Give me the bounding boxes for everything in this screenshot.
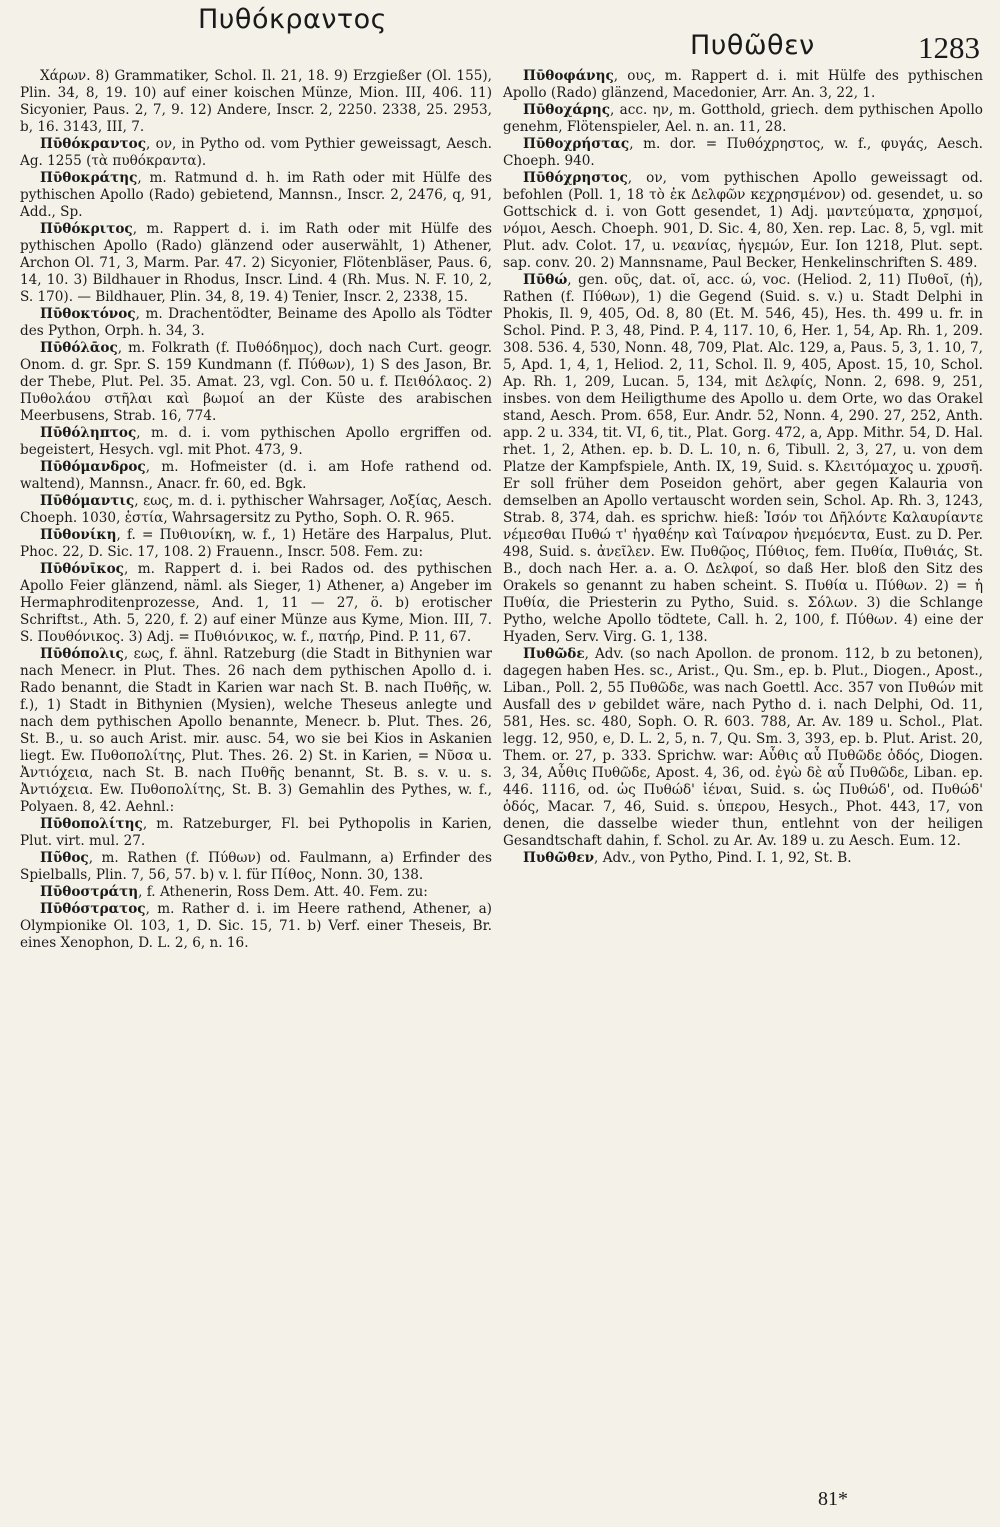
left-column <box>20 68 492 952</box>
right-column <box>503 68 983 867</box>
dictionary-entry: Πῡθοφάνης, ους, m. Rappert d. i. mit Hülfe des pythischen Apollo (Rado) glänzend, Macedonier, Arr. An. 3, 22, 1. <box>503 68 983 101</box>
dictionary-entry: Πῡθόνῑκος, m. Rappert d. i. bei Rados od. des pythischen Apollo Feier glänzend, näml. als Sieger, 1) Athener, a) Angeber im Hermaphroditenprozesse, And. 1, 11 — 27, ö. b) erotischer Schriftst., Ath. 5, 220, f. 2) auf einer Münze aus Kyme, Mion. III, 7. S. Πουθόνικος. 3) Adj. = Πυθιόνικος, w. f., πατήρ, Pind. P. 11, 67. <box>20 561 492 645</box>
signature-mark: 81* <box>818 1488 848 1510</box>
dictionary-entry: Πῡθόχρηστος, ον, vom pythischen Apollo geweissagt od. befohlen (Poll. 1, 18 τὸ ἐκ Δελφῶν κεχρησμένον) od. gesendet, u. so Gottschick d. i. von Gott gesendet, 1) Adj. μαντεύματα, χρησμοί, νόμοι, Aesch. Choeph. 901, D. Sic. 4, 80, Xen. rep. Lac. 8, 5, vgl. mit Plut. adv. Colot. 17, u. νεανίας, ἡγεμών, Eur. Ion 1218, Plut. sept. sap. conv. 20. 2) Mannsname, Paul Becker, Henkelinschriften S. 489. <box>503 170 983 271</box>
left-running-headword: Πυθόκραντος <box>198 4 388 35</box>
dictionary-entry: Πῡθόκριτος, m. Rappert d. i. im Rath oder mit Hülfe des pythischen Apollo (Rado) glänzend oder auserwählt, 1) Athener, Archon Ol. 71, 3, Marm. Par. 47. 2) Sicyonier, Flötenbläser, Paus. 6, 14, 10. 3) Bildhauer in Rhodus, Inscr. Lind. 4 (Rh. Mus. N. F. 10, 2, S. 170). — Bildhauer, Plin. 34, 8, 19. 4) Tenier, Inscr. 2, 2338, 15. <box>20 221 492 305</box>
dictionary-entry: Πυθῶδε, Adv. (so nach Apollon. de pronom. 112, b zu betonen), dagegen haben Hes. sc., Arist., Qu. Sm., ep. b. Plut., Diogen., Apost., Liban., Poll. 2, 55 Πυθῶδε, was nach Goettl. Acc. 357 von Πυθών mit Ausfall des ν gebildet wäre, nach Pytho d. i. nach Delphi, Od. 11, 581, Hes. sc. 480, Soph. O. R. 603. 788, Ar. Av. 189 u. Schol., Plat. legg. 12, 950, e, D. L. 2, 5, n. 7, Qu. Sm. 3, 393, ep. b. Plut. Arist. 20, Them. or. 27, p. 333. Sprichw. war: Αὖθις αὖ Πυθῶδε ὁδός, Diogen. 3, 34, Αὖθις Πυθῶδε, Apost. 4, 36, od. ἐγὼ δὲ αὖ Πυθῶδε, Liban. ep. 446. 1116, od. ὡς Πυθώδ' ἰέναι, Suid. s. ὡς Πυθώδ', od. Πυθώδ' ὁδός, Macar. 7, 46, Suid. s. ὑπερου, Hesych., Phot. 443, 17, von denen, die dasselbe wieder thun, entlehnt von der heiligen Gesandtschaft dahin, f. Schol. zu Ar. Av. 189 u. zu Aesch. Eum. 12. <box>503 646 983 849</box>
dictionary-entry: Χάρων. 8) Grammatiker, Schol. Il. 21, 18. 9) Erzgießer (Ol. 155), Plin. 34, 8, 19. 10) auf einer koischen Münze, Mion. III, 406. 11) Sicyonier, Paus. 2, 7, 9. 12) Andere, Inscr. 2, 2250. 2338, 25. 2953, b, 16. 3143, III, 7. <box>20 68 492 135</box>
dictionary-entry: Πῡθοπολίτης, m. Ratzeburger, Fl. bei Pythopolis in Karien, Plut. virt. mul. 27. <box>20 816 492 849</box>
dictionary-entry: Πῡθόλᾱος, m. Folkrath (f. Πυθόδημος), doch nach Curt. geogr. Onom. d. gr. Spr. S. 159 Kundmann (f. Πύθων), 1) S des Jason, Br. der Thebe, Plut. Pel. 35. Amat. 23, vgl. Con. 50 u. f. Πειθόλαος. 2) Πυθολάου στῆλαι καὶ βωμοί an der Küste des arabischen Meerbusens, Strab. 16, 774. <box>20 340 492 424</box>
dictionary-entry: Πῡθόληπτος, m. d. i. vom pythischen Apollo ergriffen od. begeistert, Hesych. vgl. mit Phot. 473, 9. <box>20 425 492 458</box>
dictionary-entry: Πῡθώ, gen. οῦς, dat. οῖ, acc. ώ, voc. (Heliod. 2, 11) Πυθοῖ, (ἡ), Rathen (f. Πύθων), 1) die Gegend (Suid. s. v.) u. Stadt Delphi in Phokis, Il. 9, 405, Od. 8, 80 (Et. M. 546, 45), Hes. th. 499 u. fr. in Schol. Pind. P. 3, 48, Pind. P. 4, 117. 10, 6, Her. 1, 54, Ap. Rh. 1, 209. 308. 536. 4, 530, Nonn. 48, 709, Plat. Alc. 129, a, Paus. 5, 3, 1. 10, 7, 5, Apd. 1, 4, 1, Heliod. 2, 11, Schol. Il. 9, 405, Apost. 15, 10, Schol. Ap. Rh. 1, 209, Lucan. 5, 134, mit Δελφίς, Nonn. 2, 698. 9, 251, insbes. von dem Heiligthume des Apollo u. dem Orte, wo das Orakel stand, Aesch. Prom. 658, Eur. Andr. 52, Nonn. 4, 290. 27, 252, Anth. app. 2 u. 334, tit. VI, 6, tit., Plat. Gorg. 472, a, App. Mithr. 54, D. Hal. rhet. 1, 2, Athen. ep. b. D. L. 10, n. 6, Tibull. 2, 3, 27, u. von dem Platze der Kampfspiele, Anth. IX, 19, Suid. s. Κλειτόμαχος u. χρυσῆ. Er soll früher dem Poseidon gehört, aber gegen Kalauria von demselben an Apollo vertauscht worden sein, Schol. Ap. Rh. 3, 1243, Strab. 8, 374, dah. es sprichw. hieß: Ἰσόν τοι Δῆλόντε Καλαυρίαντε νέμεσθαι Πυθώ τ' ἠγαθέην καὶ Ταίναρον ἠνεμόεντα, Eust. zu D. Per. 498, Suid. s. ἀνεῖλεν. Ew. Πυθῷος, Πύθιος, fem. Πυθία, Πυθιάς, St. B., doch nach Her. a. a. O. Δελφοί, so daß Her. bloß den Sitz des Orakels so genannt zu haben scheint. S. Πυθία u. Πύθων. 2) = ἡ Πυθία, die Priesterin zu Pytho, Suid. s. Σόλων. 3) die Schlange Pytho, welche Apollo tödtete, Call. h. 2, 100, f. Πύθων. 4) eine der Hyaden, Serv. Virg. G. 1, 138. <box>503 272 983 645</box>
page-number: 1283 <box>918 30 980 65</box>
dictionary-entry: Πῡθονίκη, f. = Πυθιονίκη, w. f., 1) Hetäre des Harpalus, Plut. Phoc. 22, D. Sic. 17, 108. 2) Frauenn., Inscr. 508. Fem. zu: <box>20 527 492 560</box>
dictionary-entry: Πῦθος, m. Rathen (f. Πύθων) od. Faulmann, a) Erfinder des Spielballs, Plin. 7, 56, 57. b) v. l. für Πίθος, Nonn. 30, 138. <box>20 850 492 883</box>
dictionary-entry: Πῡθοκτόνος, m. Drachentödter, Beiname des Apollo als Tödter des Python, Orph. h. 34, 3. <box>20 306 492 339</box>
dictionary-entry: Πῡθοκράτης, m. Ratmund d. h. im Rath oder mit Hülfe des pythischen Apollo (Rado) gebietend, Mannsn., Inscr. 2, 2476, q, 91, Add., Sp. <box>20 170 492 220</box>
dictionary-entry: Πυθῶθεν, Adv., von Pytho, Pind. I. 1, 92, St. B. <box>523 850 852 866</box>
dictionary-entry: Πῡθόμανδρος, m. Hofmeister (d. i. am Hofe rathend od. waltend), Mannsn., Anacr. fr. 60, ed. Bgk. <box>20 459 492 492</box>
dictionary-entry: Πῡθόκραντος, ον, in Pytho od. vom Pythier geweissagt, Aesch. Ag. 1255 (τὰ πυθόκραντα). <box>20 136 492 169</box>
right-running-headword: Πυθῶθεν <box>690 30 815 61</box>
dictionary-entry: Πῡθόμαντις, εως, m. d. i. pythischer Wahrsager, Λοξίας, Aesch. Choeph. 1030, ἑστία, Wahrsagersitz zu Pytho, Soph. O. R. 965. <box>20 493 492 526</box>
dictionary-entry: Πῡθοστράτη, f. Athenerin, Ross Dem. Att. 40. Fem. zu: <box>40 884 428 900</box>
dictionary-entry: Πῡθόστρατος, m. Rather d. i. im Heere rathend, Athener, a) Olympionike Ol. 103, 1, D. Sic. 15, 71. b) Verf. einer Theseis, Br. eines Xenophon, D. L. 2, 6, n. 16. <box>20 901 492 951</box>
dictionary-entry: Πῡθόπολις, εως, f. ähnl. Ratzeburg (die Stadt in Bithynien war nach Menecr. in Plut. Thes. 26 nach dem pythischen Apollo d. i. Rado benannt, die Stadt in Karien war nach St. B. nach Πυθῆς, w. f.), 1) Stadt in Bithynien (Mysien), welche Theseus anlegte und nach dem pythischen Apollo benannte, Menecr. b. Plut. Thes. 26, St. B., u. so auch Arist. mir. ausc. 54, wo sie bei Kios in Askanien liegt. Ew. Πυθοπολίτης, Plut. Thes. 26. 2) St. in Karien, = Νῦσα u. Ἀντιόχεια, nach St. B. nach Πυθῆς benannt, St. B. s. v. u. s. Ἀντιόχεια. Ew. Πυθοπολίτης, St. B. 3) Gemahlin des Pythes, w. f., Polyaen. 8, 42. Aehnl.: <box>20 646 492 815</box>
dictionary-entry: Πῡθοχάρης, acc. ην, m. Gotthold, griech. dem pythischen Apollo genehm, Flötenspieler, Ael. n. an. 11, 28. <box>503 102 983 135</box>
dictionary-entry: Πῡθοχρήστας, m. dor. = Πυθόχρηστος, w. f., φυγάς, Aesch. Choeph. 940. <box>503 136 983 169</box>
